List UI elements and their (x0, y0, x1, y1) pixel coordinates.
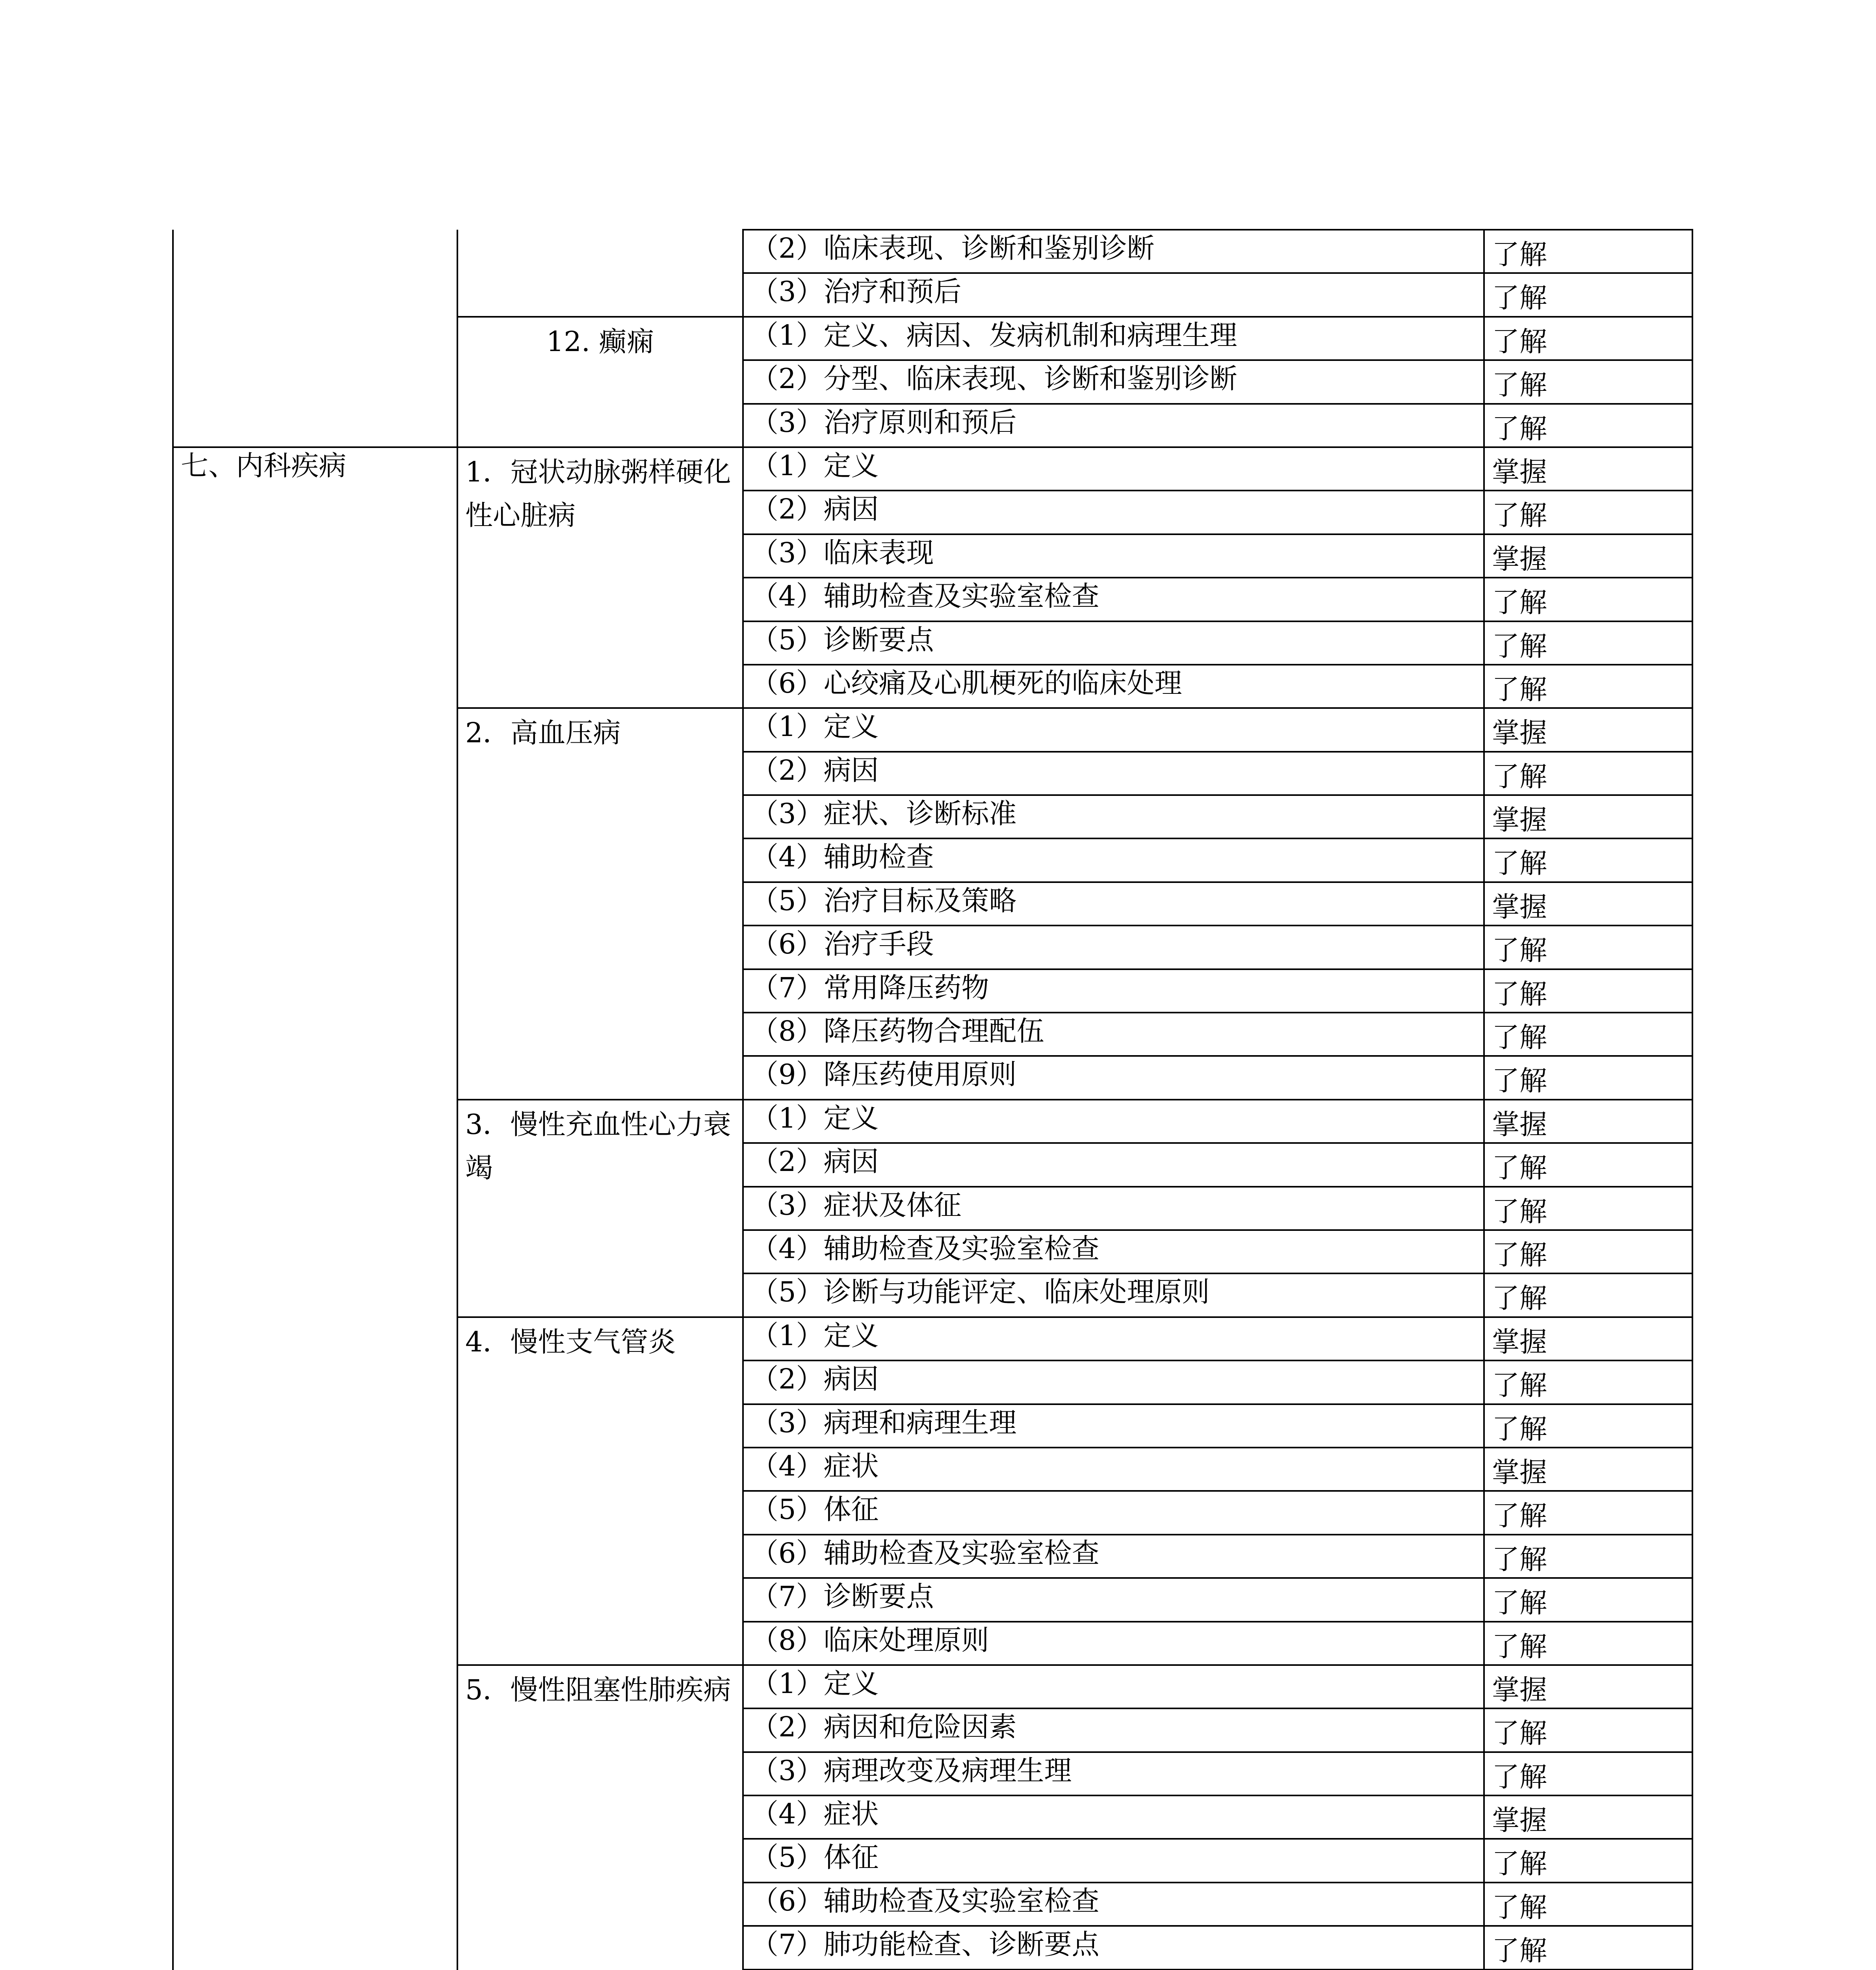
item-cell: （5）体征 (743, 1839, 1484, 1882)
table-row (173, 230, 1692, 273)
syllabus-table (172, 229, 1693, 1970)
requirement-level-cell: 了解 (1484, 1056, 1692, 1099)
requirement-level-cell: 掌握 (1484, 534, 1692, 578)
item-cell: （5）诊断与功能评定、临床处理原则 (743, 1273, 1484, 1317)
requirement-level-cell: 掌握 (1484, 447, 1692, 491)
table-row (173, 447, 1692, 491)
requirement-level-cell: 了解 (1484, 1622, 1692, 1665)
item-cell: （3）治疗原则和预后 (743, 404, 1484, 447)
requirement-level-cell: 了解 (1484, 404, 1692, 447)
requirement-level-cell: 了解 (1484, 969, 1692, 1013)
requirement-level-cell: 了解 (1484, 1143, 1692, 1186)
item-cell: （6）辅助检查及实验室检查 (743, 1535, 1484, 1578)
requirement-level-cell: 了解 (1484, 1360, 1692, 1404)
item-cell: （1）定义 (743, 447, 1484, 491)
requirement-level-cell: 了解 (1484, 273, 1692, 316)
requirement-level-cell: 了解 (1484, 1230, 1692, 1273)
item-cell: （2）病因 (743, 752, 1484, 795)
item-cell: （7）诊断要点 (743, 1578, 1484, 1621)
item-cell: （2）病因 (743, 491, 1484, 534)
requirement-level-cell: 了解 (1484, 1013, 1692, 1056)
requirement-level-cell: 了解 (1484, 491, 1692, 534)
item-cell: （1）定义 (743, 1665, 1484, 1708)
requirement-level-cell: 了解 (1484, 1404, 1692, 1448)
requirement-level-cell: 掌握 (1484, 882, 1692, 926)
item-cell: （7）常用降压药物 (743, 969, 1484, 1013)
requirement-level-cell: 了解 (1484, 1187, 1692, 1230)
item-cell: （5）体征 (743, 1491, 1484, 1534)
item-cell: （3）病理改变及病理生理 (743, 1752, 1484, 1795)
requirement-level-cell: 了解 (1484, 1752, 1692, 1795)
requirement-level-cell: 了解 (1484, 360, 1692, 403)
requirement-level-cell: 了解 (1484, 1578, 1692, 1621)
item-cell: （4）辅助检查 (743, 838, 1484, 882)
topic-cell: 4．慢性支气管炎 (457, 1317, 743, 1665)
item-cell: （4）症状 (743, 1795, 1484, 1839)
item-cell: （6）辅助检查及实验室检查 (743, 1883, 1484, 1926)
topic-cell: 2．高血压病 (457, 708, 743, 1100)
requirement-level-cell: 了解 (1484, 1883, 1692, 1926)
item-cell: （7）肺功能检查、诊断要点 (743, 1926, 1484, 1969)
item-cell: （4）辅助检查及实验室检查 (743, 578, 1484, 621)
item-cell: （1）定义 (743, 708, 1484, 751)
requirement-level-cell: 了解 (1484, 1273, 1692, 1317)
requirement-level-cell: 了解 (1484, 621, 1692, 665)
topic-cell (457, 230, 743, 317)
category-cell: 七、内科疾病 (173, 447, 457, 1970)
requirement-level-cell: 了解 (1484, 665, 1692, 708)
requirement-level-cell: 了解 (1484, 926, 1692, 969)
item-cell: （6）治疗手段 (743, 926, 1484, 969)
item-cell: （8）临床处理原则 (743, 1622, 1484, 1665)
item-cell: （3）病理和病理生理 (743, 1404, 1484, 1448)
item-cell: （1）定义、病因、发病机制和病理生理 (743, 317, 1484, 360)
item-cell: （1）定义 (743, 1317, 1484, 1360)
requirement-level-cell: 了解 (1484, 1535, 1692, 1578)
requirement-level-cell: 掌握 (1484, 1317, 1692, 1360)
item-cell: （2）临床表现、诊断和鉴别诊断 (743, 230, 1484, 273)
category-cell (173, 230, 457, 447)
requirement-level-cell: 了解 (1484, 317, 1692, 360)
requirement-level-cell: 掌握 (1484, 1448, 1692, 1491)
requirement-level-cell: 了解 (1484, 1708, 1692, 1752)
item-cell: （3）临床表现 (743, 534, 1484, 578)
item-cell: （2）病因 (743, 1360, 1484, 1404)
item-cell: （3）症状、诊断标准 (743, 795, 1484, 838)
item-cell: （6）心绞痛及心肌梗死的临床处理 (743, 665, 1484, 708)
topic-cell: 3．慢性充血性心力衰竭 (457, 1100, 743, 1317)
requirement-level-cell: 掌握 (1484, 795, 1692, 838)
requirement-level-cell: 掌握 (1484, 1100, 1692, 1143)
item-cell: （2）分型、临床表现、诊断和鉴别诊断 (743, 360, 1484, 403)
item-cell: （4）症状 (743, 1448, 1484, 1491)
item-cell: （1）定义 (743, 1100, 1484, 1143)
item-cell: （4）辅助检查及实验室检查 (743, 1230, 1484, 1273)
requirement-level-cell: 掌握 (1484, 1665, 1692, 1708)
item-cell: （8）降压药物合理配伍 (743, 1013, 1484, 1056)
requirement-level-cell: 掌握 (1484, 1795, 1692, 1839)
topic-cell: 12. 癫痫 (457, 317, 743, 447)
requirement-level-cell: 了解 (1484, 1926, 1692, 1969)
requirement-level-cell: 了解 (1484, 230, 1692, 273)
item-cell: （9）降压药使用原则 (743, 1056, 1484, 1099)
requirement-level-cell: 了解 (1484, 1491, 1692, 1534)
requirement-level-cell: 掌握 (1484, 708, 1692, 751)
requirement-level-cell: 了解 (1484, 578, 1692, 621)
item-cell: （3）治疗和预后 (743, 273, 1484, 316)
topic-cell: 1．冠状动脉粥样硬化性心脏病 (457, 447, 743, 708)
item-cell: （3）症状及体征 (743, 1187, 1484, 1230)
topic-cell: 5．慢性阻塞性肺疾病 (457, 1665, 743, 1970)
item-cell: （2）病因 (743, 1143, 1484, 1186)
item-cell: （5）治疗目标及策略 (743, 882, 1484, 926)
requirement-level-cell: 了解 (1484, 752, 1692, 795)
requirement-level-cell: 了解 (1484, 1839, 1692, 1882)
item-cell: （5）诊断要点 (743, 621, 1484, 665)
item-cell: （2）病因和危险因素 (743, 1708, 1484, 1752)
syllabus-table-body (173, 230, 1692, 1970)
requirement-level-cell: 了解 (1484, 838, 1692, 882)
